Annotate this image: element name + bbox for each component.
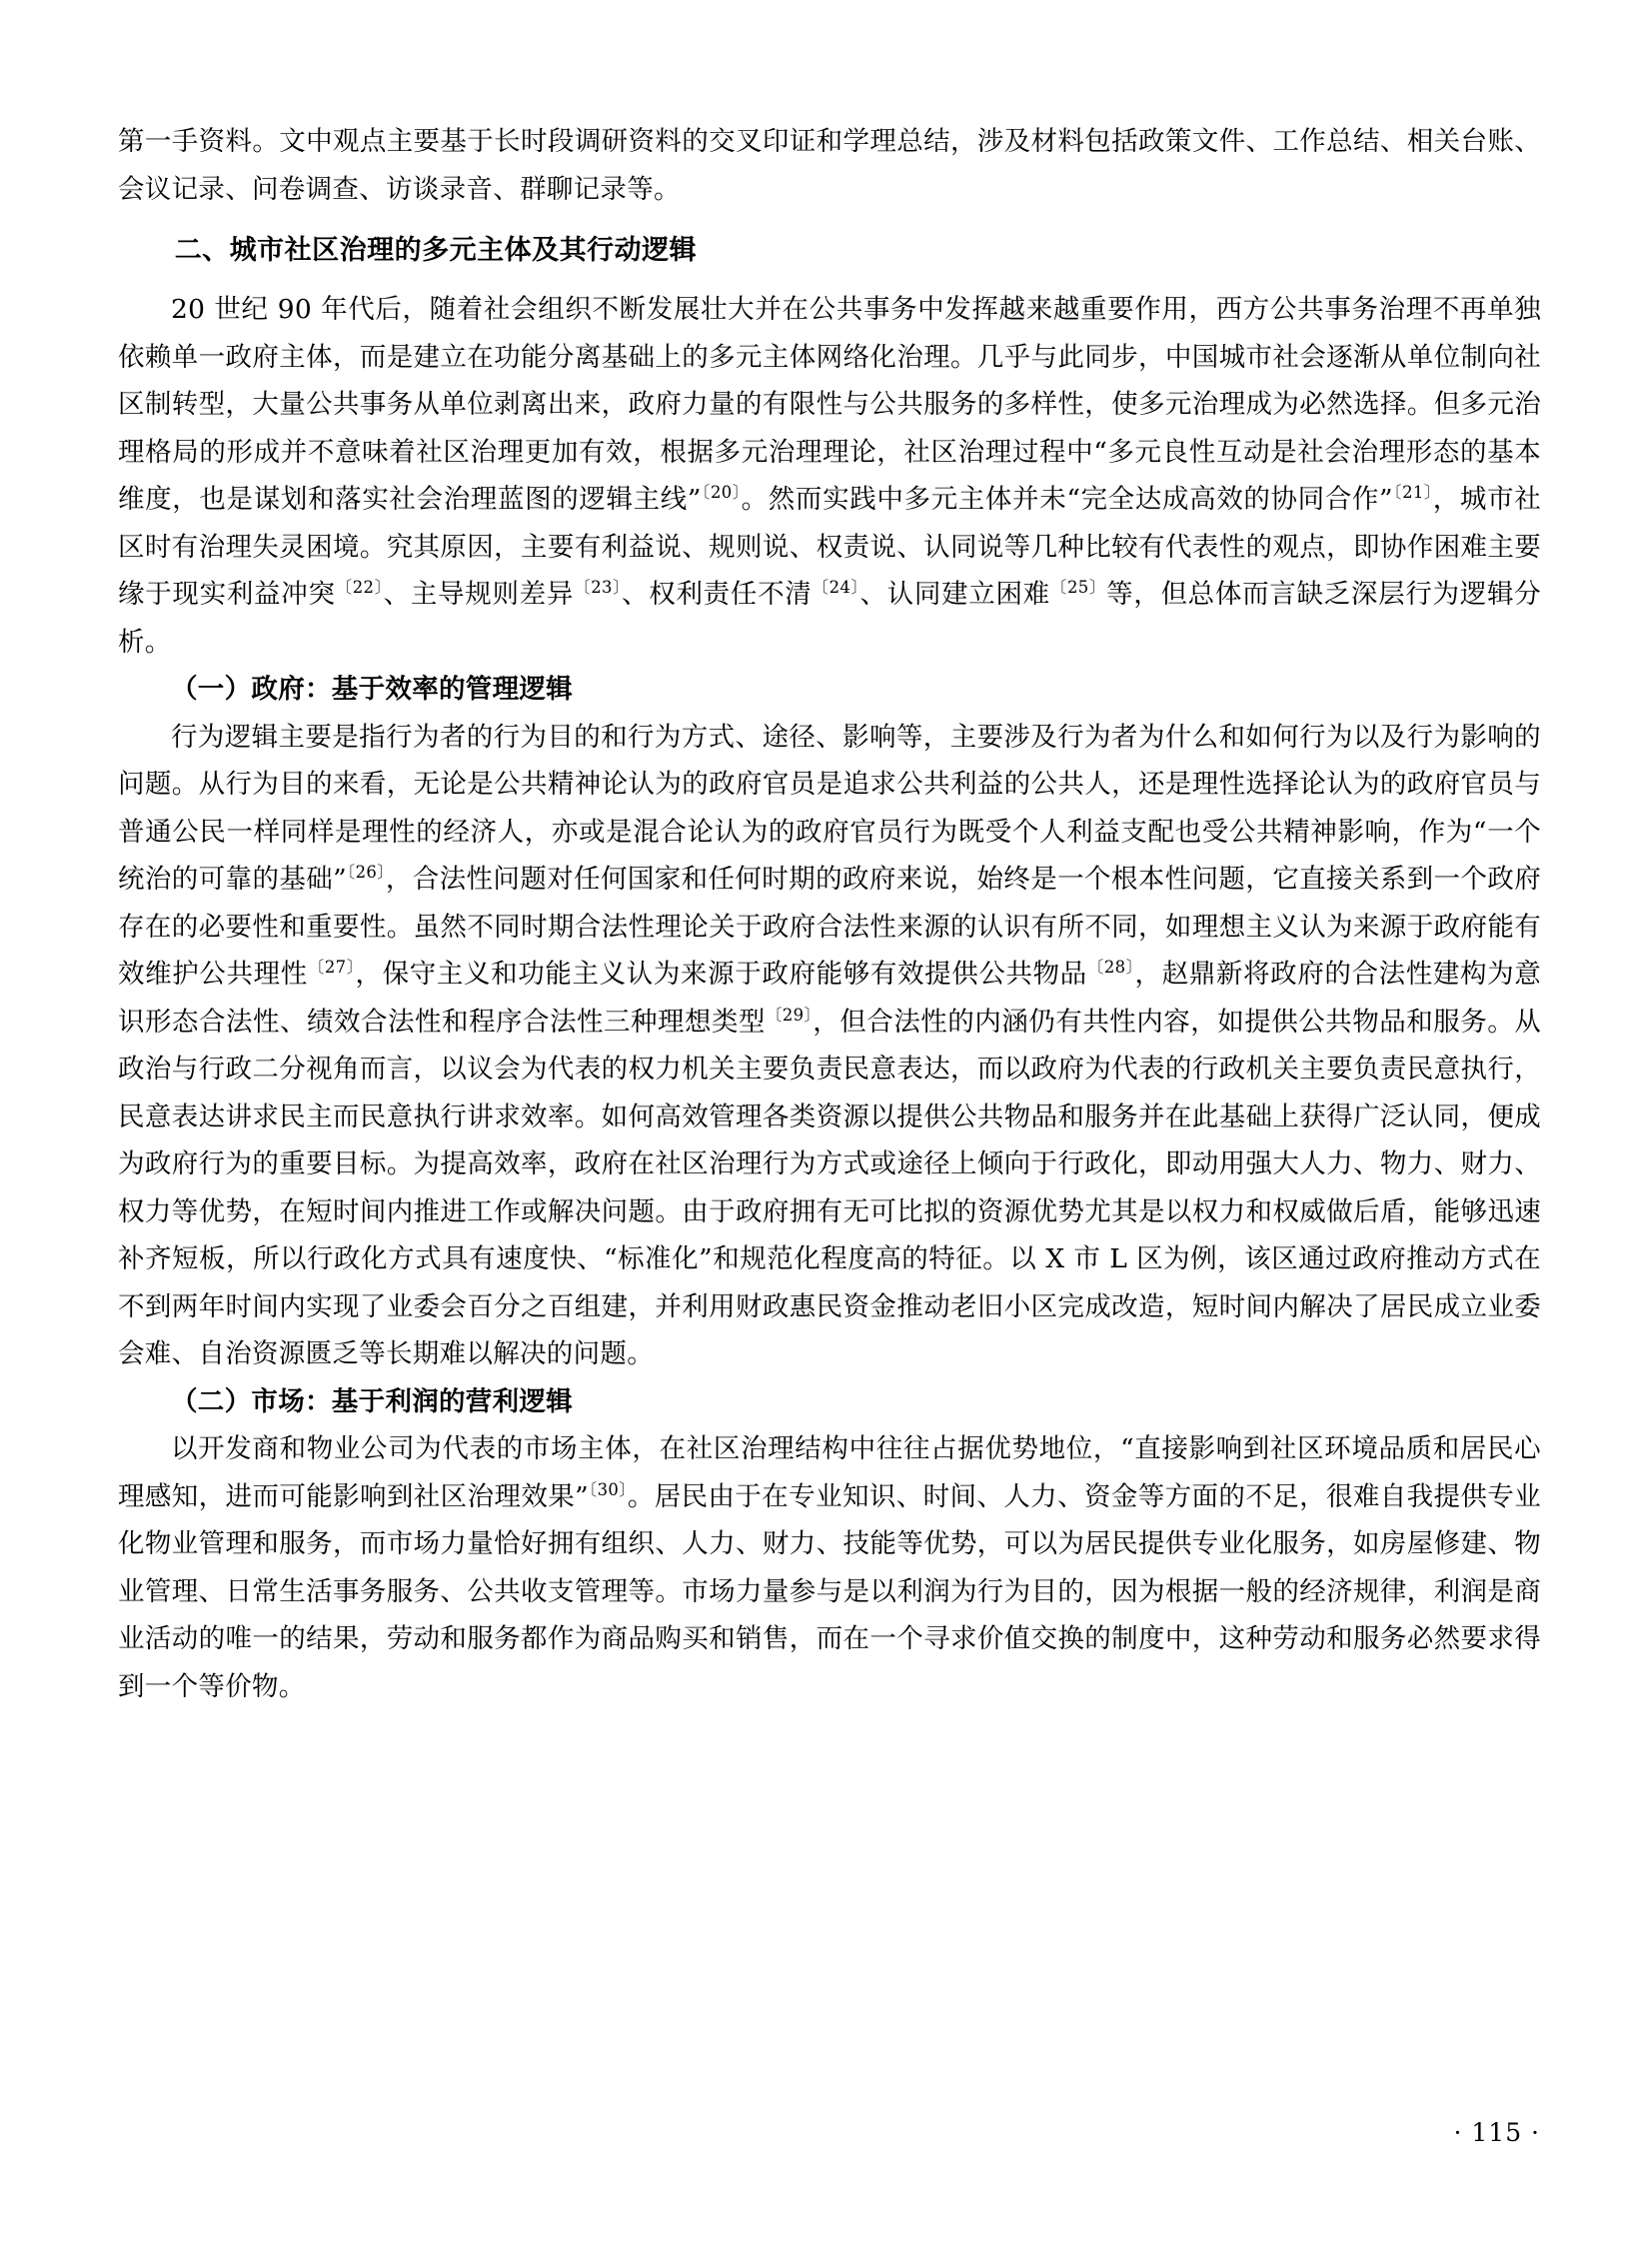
- footnote-ref-29: 〔29〕: [765, 1005, 814, 1025]
- footnote-ref-23: 〔23〕: [574, 578, 623, 598]
- text-run: ，合法性问题对任何国家和任何时期的政府来说，始终是一个根本性问题，它直接关系到一个政府存在的必要性和重要性。虽然不同时期合法性理论关于政府合法性来源的认识有所不同，如理想主义认为来源于政府能有效维护公共理性: [118, 864, 1541, 990]
- page-content: [118, 118, 1541, 1710]
- footnote-ref-27: 〔27〕: [307, 958, 356, 978]
- text-run: 、主导规则差异: [383, 579, 575, 610]
- text-run: ，保守主义和功能主义认为来源于政府能够有效提供公共物品: [355, 959, 1087, 990]
- text-run: 20 世纪 90 年代后，随着社会组织不断发展壮大并在公共事务中发挥越来越重要作用，西方公共事务治理不再单独依赖单一政府主体，而是建立在功能分离基础上的多元主体网络化治理。几乎与此同步，中国城市社会逐渐从单位制向社区制转型，大量公共事务从单位剥离出来，政府力量的有限性与公共服务的多样性，使多元治理成为必然选择。但多元治理格局的形成并不意味着社区治理更加有效，根据多元治理理论，社区治理过程中“多元良性互动是社会治理形态的基本维度，也是谋划和落实社会治理蓝图的逻辑主线”: [118, 294, 1541, 515]
- text-run: 、认同建立困难: [859, 579, 1050, 610]
- page-number: · 115 ·: [1453, 2118, 1540, 2147]
- subheading-government: （一）政府：基于效率的管理逻辑: [171, 674, 573, 705]
- footnote-ref-28: 〔28〕: [1086, 958, 1135, 978]
- subheading-market: （二）市场：基于利润的营利逻辑: [171, 1385, 573, 1417]
- text-run: 等，但总体而言缺乏深层行为逻辑分析。: [118, 579, 1541, 658]
- text-run: 以开发商和物业公司为代表的市场主体，在社区治理结构中往往占据优势地位，“直接影响到社区环境品质和居民心理感知，进而可能影响到社区治理效果”: [118, 1433, 1541, 1512]
- footnote-ref-25: 〔25〕: [1049, 578, 1107, 598]
- footnote-ref-21: 〔21〕: [1392, 483, 1433, 503]
- footnote-ref-22: 〔22〕: [335, 578, 384, 598]
- footnote-ref-26: 〔26〕: [346, 863, 386, 883]
- paragraph-multi-subject-logic: [118, 286, 1541, 666]
- text-run: 行为逻辑主要是指行为者的行为目的和行为方式、途径、影响等，主要涉及行为者为什么和如何行为以及行为影响的问题。从行为目的来看，无论是公共精神论认为的政府官员是追求公共利益的公共人，还是理性选择论认为的政府官员与普通公民一样同样是理性的经济人，亦或是混合论认为的政府官员行为既受个人利益支配也受公共精神影响，作为“一个统治的可靠的基础”: [118, 721, 1541, 895]
- footnote-ref-30: 〔30〕: [588, 1479, 628, 1499]
- text-run: ，城市社区时有治理失灵困境。究其原因，主要有利益说、规则说、权责说、认同说等几种比较有代表性的观点，即协作困难主要缘于现实利益冲突: [118, 484, 1541, 610]
- section-heading: 二、城市社区治理的多元主体及其行动逻辑: [174, 235, 698, 266]
- paragraph-opening: 第一手资料。文中观点主要基于长时段调研资料的交叉印证和学理总结，涉及材料包括政策文件、工作总结、相关台账、会议记录、问卷调查、访谈录音、群聊记录等。: [118, 126, 1541, 205]
- text-run: ，但合法性的内涵仍有共性内容，如提供公共物品和服务。从政治与行政二分视角而言，以议会为代表的权力机关主要负责民意表达，而以政府为代表的行政机关主要负责民意执行，民意表达讲求民主而民意执行讲求效率。如何高效管理各类资源以提供公共物品和服务并在此基础上获得广泛认同，便成为政府行为的重要目标。为提高效率，政府在社区治理行为方式或途径上倾向于行政化，即动用强大人力、物力、财力、权力等优势，在短时间内推进工作或解决问题。由于政府拥有无可比拟的资源优势尤其是以权力和权威做后盾，能够迅速补齐短板，所以行政化方式具有速度快、“标准化”和规范化程度高的特征。以 X 市 L 区为例，该区通过政府推动方式在不到两年时间内实现了业委会百分之百组建，并利用财政惠民资金推动老旧小区完成改造，短时间内解决了居民成立业委会难、自治资源匮乏等长期难以解决的问题。: [118, 1006, 1541, 1369]
- text-run: 。然而实践中多元主体并未“完全达成高效的协同合作”: [741, 484, 1393, 515]
- footnote-ref-20: 〔20〕: [701, 483, 742, 503]
- paragraph-government-logic: [118, 714, 1541, 1378]
- footnote-ref-24: 〔24〕: [812, 578, 860, 598]
- paragraph-market-logic: [118, 1425, 1541, 1710]
- text-run: ，赵鼎新将政府的合法性建构为意识形态合法性、绩效合法性和程序合法性三种理想类型: [118, 959, 1541, 1038]
- text-run: 、权利责任不清: [622, 579, 813, 610]
- text-run: 。居民由于在专业知识、时间、人力、资金等方面的不足，很难自我提供专业化物业管理和服务，而市场力量恰好拥有组织、人力、财力、技能等优势，可以为居民提供专业化服务，如房屋修建、物业管理、日常生活事务服务、公共收支管理等。市场力量参与是以利润为行为目的，因为根据一般的经济规律，利润是商业活动的唯一的结果，劳动和服务都作为商品购买和销售，而在一个寻求价值交换的制度中，这种劳动和服务必然要求得到一个等价物。: [118, 1480, 1541, 1702]
